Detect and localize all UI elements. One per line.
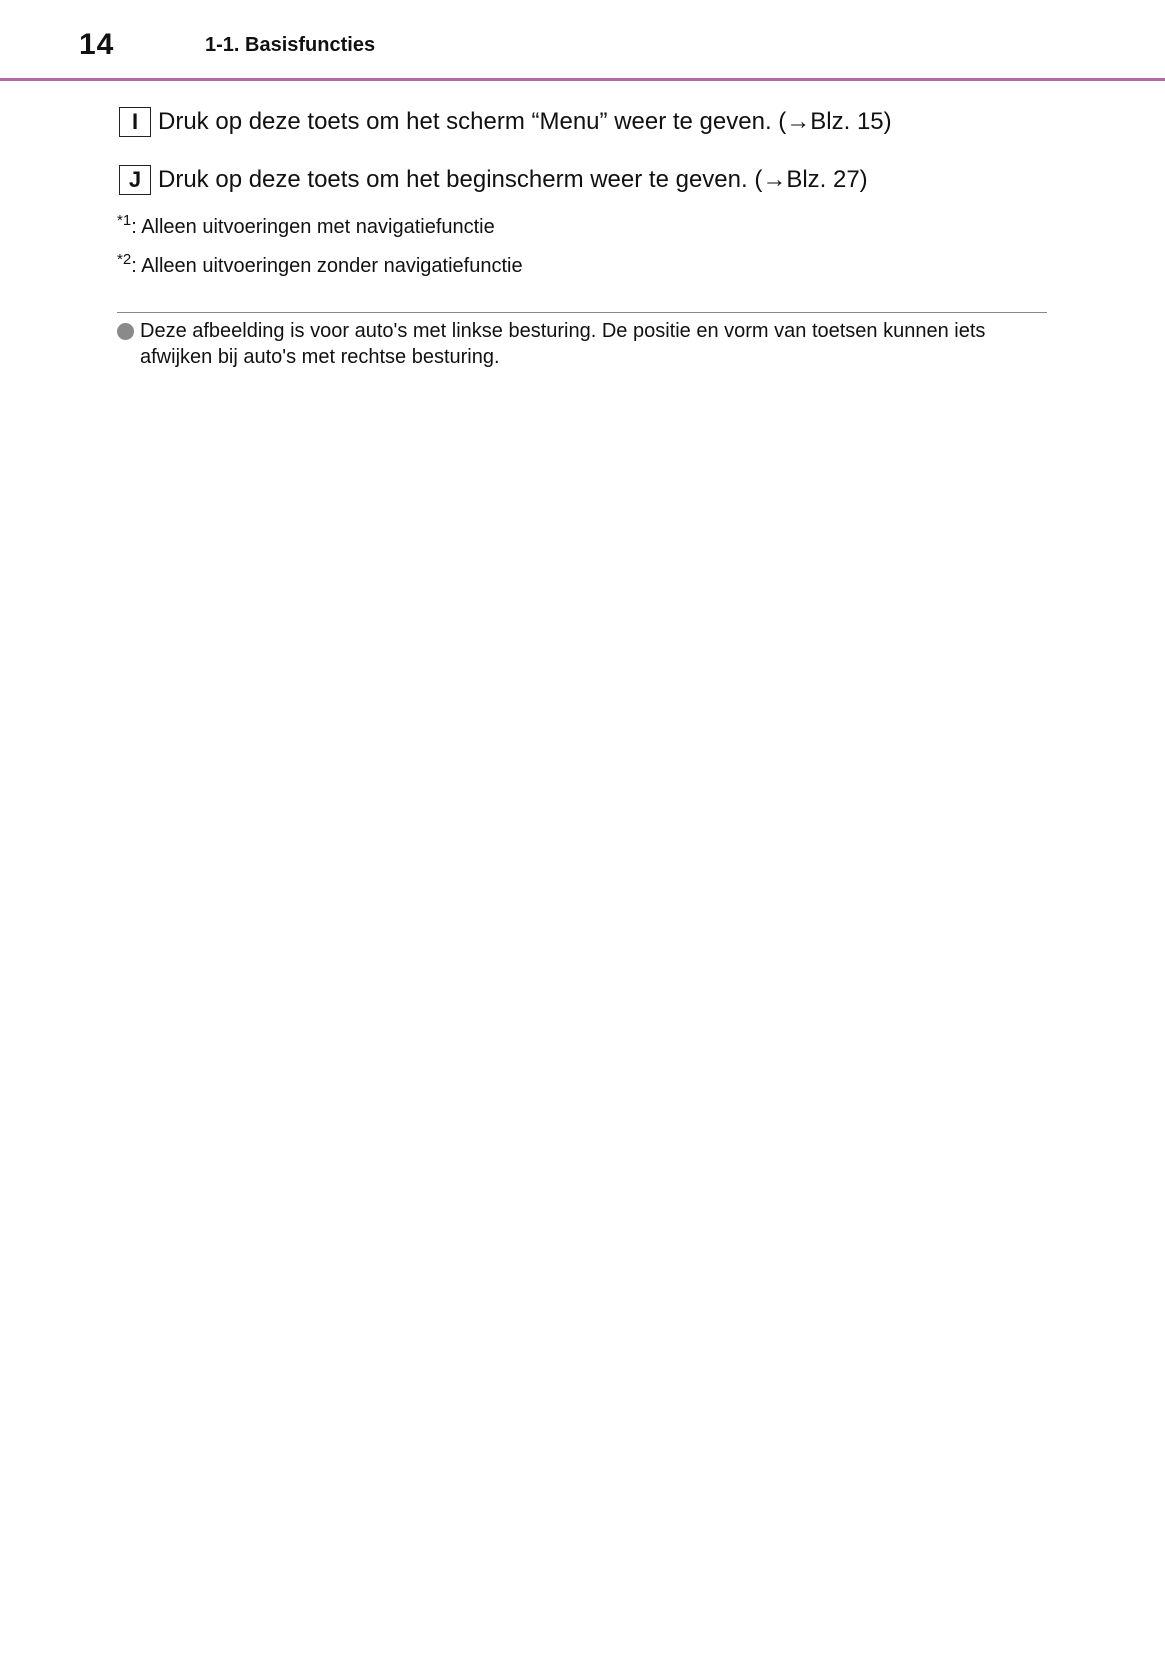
footnote-mark: *1	[117, 212, 132, 229]
list-item	[119, 165, 868, 195]
section-title: 1-1. Basisfuncties	[205, 34, 376, 56]
key-label-box: J	[119, 165, 151, 195]
page-header	[0, 0, 1165, 81]
note-paragraph	[117, 318, 1047, 370]
note-text: Deze afbeelding is voor auto's met linkse besturing. De positie en vorm van toetsen kunnen iets afwijken bij auto's met rechtse besturing.	[140, 320, 986, 368]
footnote-text: : Alleen uitvoeringen zonder navigatiefunctie	[131, 255, 523, 277]
item-text: Druk op deze toets om het scherm “Menu” weer te geven. (→Blz. 15)	[158, 108, 892, 135]
bullet-icon	[117, 323, 134, 340]
footnote	[117, 253, 523, 281]
key-label-box: I	[119, 107, 151, 137]
divider	[117, 312, 1047, 313]
footnote-text: : Alleen uitvoeringen met navigatiefunctie	[131, 216, 495, 238]
item-text: Druk op deze toets om het beginscherm weer te geven. (→Blz. 27)	[158, 166, 868, 193]
list-item	[119, 107, 892, 137]
page-number: 14	[79, 28, 115, 61]
footnote-mark: *2	[117, 251, 132, 268]
footnote	[117, 214, 495, 242]
